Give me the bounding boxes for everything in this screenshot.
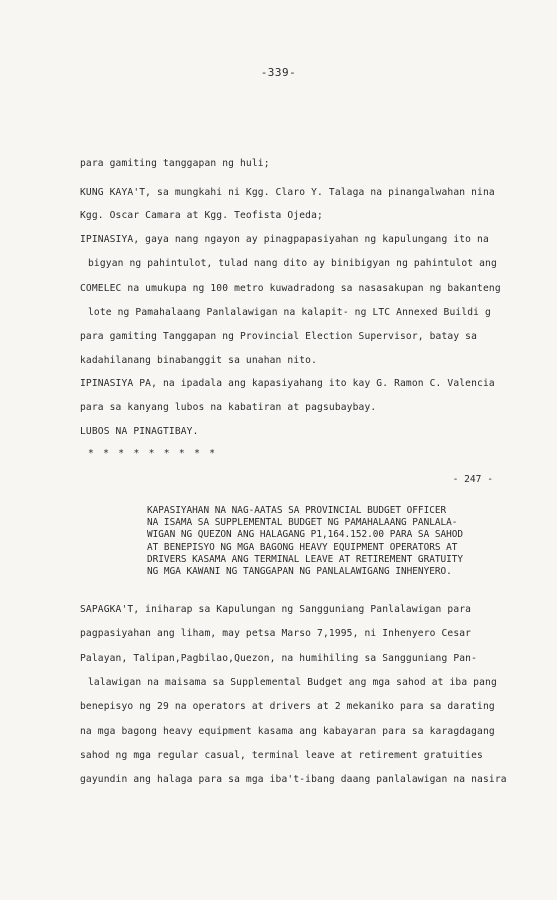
text-line: pagpasiyahan ang liham, may petsa Marso 7,1995, ni Inhenyero Cesar (80, 628, 472, 639)
text-line: na mga bagong heavy equipment kasama ang kabayaran para sa karagdagang (80, 726, 495, 737)
title-line: WIGAN NG QUEZON ANG HALAGANG P1,164.152.00 PARA SA SAHOD (147, 529, 464, 541)
text-line: KUNG KAYA'T, sa mungkahi ni Kgg. Claro Y. Talaga na pinangalwahan nina (80, 187, 495, 198)
text-line: bigyan ng pahintulot, tulad nang dito ay binibigyan ng pahintulot ang (88, 258, 497, 269)
title-line: KAPASIYAHAN NA NAG-AATAS SA PROVINCIAL BUDGET OFFICER (147, 505, 447, 516)
text-line: SAPAGKA'T, iniharap sa Kapulungan ng Sangguniang Panlalawigan para (80, 604, 472, 615)
text-line: gayundin ang halaga para sa mga iba't-ibang daang panlalawigan na nasira (80, 774, 507, 785)
text-line: para gamiting tanggapan ng huli; (80, 158, 270, 169)
text-line: lote ng Pamahalaang Panlalawigan na kalapit- ng LTC Annexed Buildi g (88, 307, 491, 318)
title-line: DRIVERS KASAMA ANG TERMINAL LEAVE AT RETIREMENT GRATUITY (147, 553, 464, 565)
text-line: sahod ng mga regular casual, terminal leave at retirement gratuities (80, 750, 483, 761)
page-number: -339- (260, 66, 297, 79)
title-line: AT BENEPISYO NG MGA BAGONG HEAVY EQUIPMENT OPERATORS AT (147, 541, 458, 553)
text-line: lalawigan na maisama sa Supplemental Budget ang mga sahod at iba pang (88, 677, 497, 688)
text-line: LUBOS NA PINAGTIBAY. (80, 426, 199, 437)
text-line: Palayan, Talipan,Pagbilao,Quezon, na humihiling sa Sangguniang Pan- (80, 653, 478, 664)
title-line: NA ISAMA SA SUPPLEMENTAL BUDGET NG PAMAHALAANG PANLALA- (147, 517, 458, 529)
resolution-title (147, 505, 463, 578)
text-line: benepisyo ng 29 na operators at drivers at 2 mekaniko para sa darating (80, 701, 495, 712)
text-line: Kgg. Oscar Camara at Kgg. Teofista Ojeda; (80, 210, 323, 221)
title-line: NG MGA KAWANI NG TANGGAPAN NG PANLALAWIGANG INHENYERO. (147, 566, 452, 578)
separator-stars: * * * * * * * * * (88, 448, 217, 459)
text-line: para sa kanyang lubos na kabatiran at pagsubaybay. (80, 402, 377, 413)
text-line: para gamiting Tanggapan ng Provincial Election Supervisor, batay sa (80, 331, 478, 342)
text-line: IPINASIYA, gaya nang ngayon ay pinagpapasiyahan ng kapulungang ito na (80, 234, 489, 245)
text-line: kadahilanang binabanggit sa unahan nito. (80, 355, 318, 366)
resolution-number: - 247 - (452, 474, 493, 485)
text-line: COMELEC na umukupa ng 100 metro kuwadradong sa nasasakupan ng bakanteng (80, 283, 501, 294)
text-line: IPINASIYA PA, na ipadala ang kapasiyahang ito kay G. Ramon C. Valencia (80, 378, 495, 389)
